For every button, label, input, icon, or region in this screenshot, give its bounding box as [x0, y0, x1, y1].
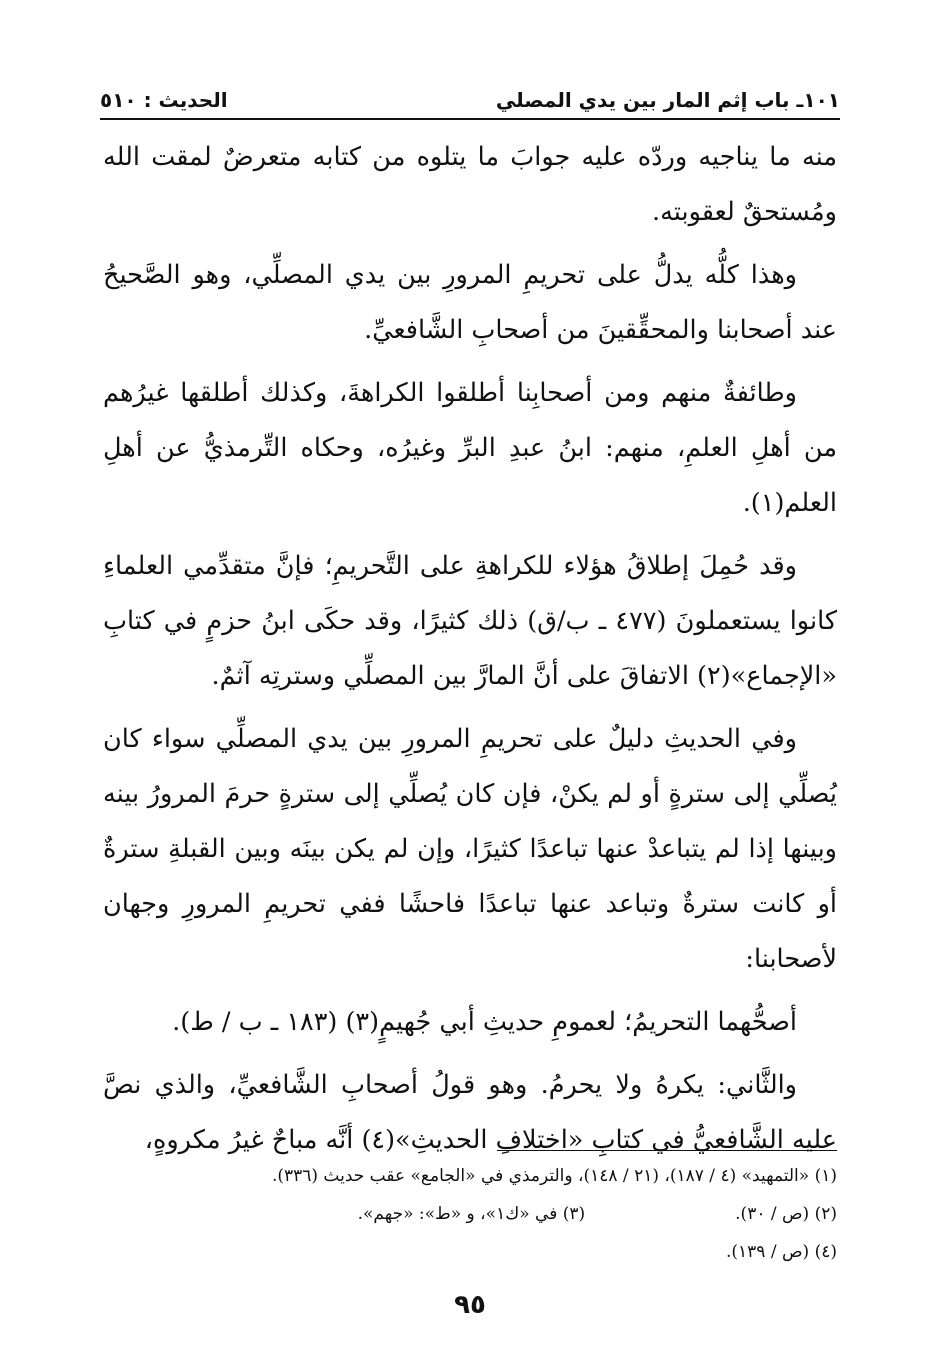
footnote-2: (٢) (ص / ٣٠). [735, 1204, 837, 1224]
footnote-1: (١) «التمهيد» (٤ / ١٨٧)، (٢١ / ١٤٨)، والترمذي في «الجامع» عقب حديث (٣٣٦). [271, 1166, 837, 1186]
hadith-number: الحديث : ٥١٠ [100, 88, 228, 112]
footnote-4: (٤) (ص / ١٣٩). [726, 1242, 837, 1262]
paragraph: وفي الحديثِ دليلٌ على تحريمِ المرورِ بين يدي المصلِّي سواء كان يُصلِّي إلى سترةٍ أو لم يكنْ، فإن كان يُصلِّي إلى سترةٍ حرمَ المرورُ بينه وبينها إذا لم يتباعدْ عنها تباعدًا كثيرًا، وإن لم يكن بينَه وبين القبلةِ سترةٌ أو كانت سترةٌ وتباعد عنها تباعدًا فاحشًا ففي تحريمِ المرورِ وجهان لأصحابنا: [103, 724, 837, 974]
footnote-row [103, 1195, 837, 1233]
paragraph: والثَّاني: يكرهُ ولا يحرمُ. وهو قولُ أصحابِ الشَّافعيِّ، والذي نصَّ عليه الشَّافعيُّ في كتابِ «اختلافِ الحديثِ»(٤) أنَّه مباحٌ غيرُ مكروهٍ، [103, 1070, 837, 1155]
chapter-title: ١٠١ـ باب إثم المار بين يدي المصلي [495, 88, 840, 112]
footnote-divider [497, 1150, 837, 1151]
paragraph: وهذا كلُّه يدلُّ على تحريمِ المرورِ بين يدي المصلِّي، وهو الصَّحيحُ عند أصحابنا والمحقِّقينَ من أصحابِ الشَّافعيِّ. [103, 260, 837, 345]
main-text [103, 130, 837, 1176]
paragraph: وقد حُمِلَ إطلاقُ هؤلاء للكراهةِ على التَّحريمِ؛ فإنَّ متقدِّمي العلماءِ كانوا يستعملونَ (٤٧٧ ـ ب/ق) ذلك كثيرًا، وقد حكَى ابنُ حزمٍ في كتابِ «الإجماع»(٢) الاتفاقَ على أنَّ المارَّ بين المصلِّي وسترتِه آثمٌ. [103, 551, 837, 691]
paragraph: وطائفةٌ منهم ومن أصحابِنا أطلقوا الكراهةَ، وكذلك أطلقها غيرُهم من أهلِ العلمِ، منهم: ابنُ عبدِ البرِّ وغيرُه، وحكاه التِّرمذيُّ عن أهلِ العلم(١). [103, 378, 837, 518]
paragraph: أصحُّهما التحريمُ؛ لعمومِ حديثِ أبي جُهيمٍ(٣) (١٨٣ ـ ب / ط). [172, 1007, 797, 1037]
paragraph: منه ما يناجيه وردّه عليه جوابَ ما يتلوه من كتابه متعرضٌ لمقت الله ومُستحقٌ لعقوبته. [103, 142, 837, 227]
running-header [100, 78, 840, 112]
header-divider [100, 118, 840, 120]
footnote-3: (٣) في «ك١»، و «ط»: «جهم». [357, 1204, 586, 1224]
page-number: ٩٥ [454, 1290, 486, 1320]
footnotes [103, 1157, 837, 1271]
